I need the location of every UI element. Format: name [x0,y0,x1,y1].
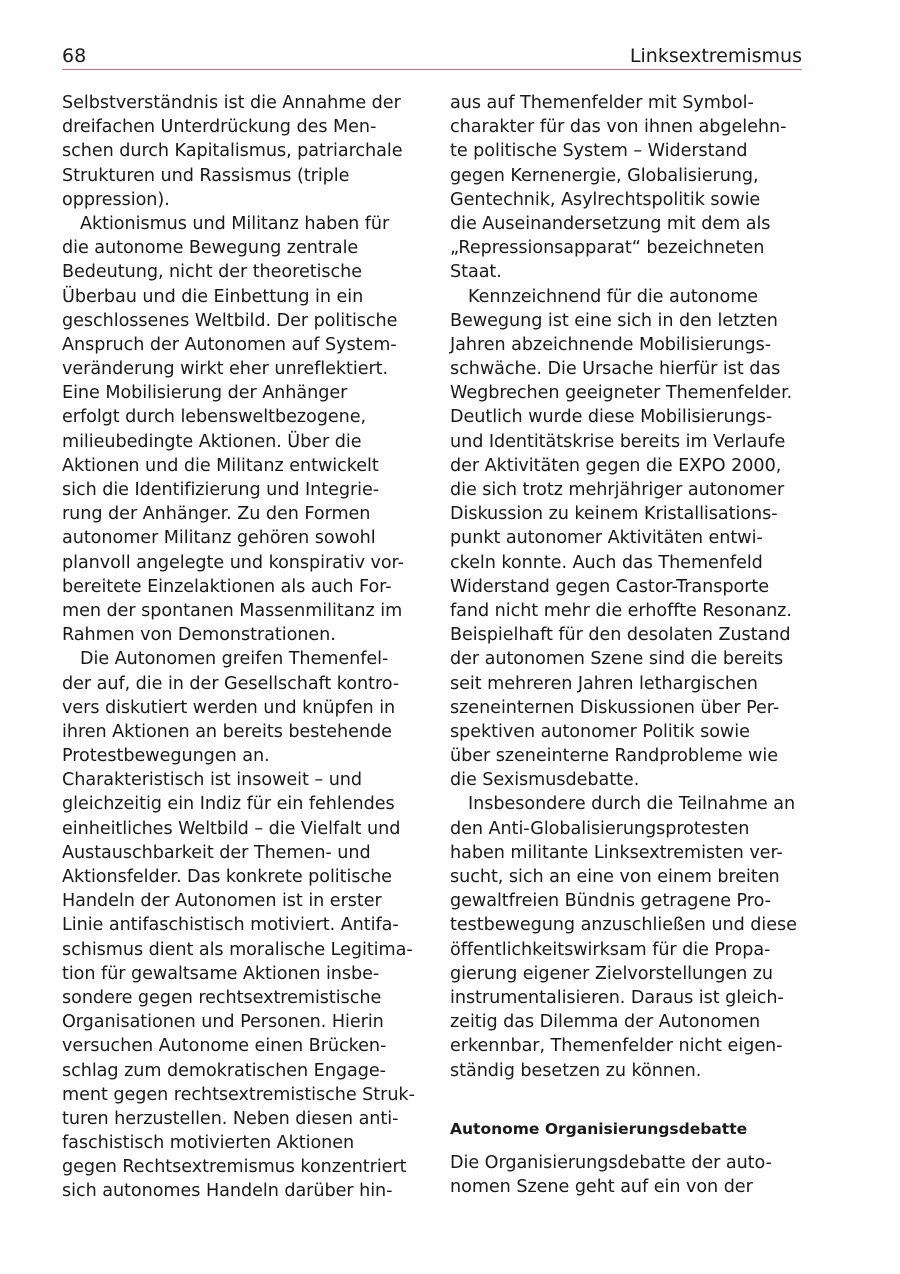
text-line: die Sexismusdebatte. [450,770,640,791]
text-line: erkennbar, Themenfelder nicht eigen- [450,1036,783,1057]
text-line: Organisationen und Personen. Hierin [62,1012,384,1033]
text-line: sich die Identifizierung und Integrie- [62,480,380,500]
text-line: schismus dient als moralische Legitima- [62,939,413,960]
text-line: die sich trotz mehrjähriger autonomer [450,480,785,500]
text-line: „Repressionsapparat“ bezeichneten [450,238,765,259]
text-line: erfolgt durch lebensweltbezogene, [62,407,367,428]
page-header [62,44,802,68]
text-line: Kennzeichnend für die autonome [468,286,759,307]
text-line: öffentlichkeitswirksam für die Propa- [450,939,771,960]
text-line: te politische System – Widerstand [450,141,748,162]
text-line: Aktionen und die Militanz entwickelt [62,455,379,476]
text-line: Widerstand gegen Castor-Transporte [450,576,770,597]
text-line: einheitliches Weltbild – die Vielfalt und [62,818,401,839]
text-line: gewaltfreien Bündnis getragene Pro- [450,891,771,912]
text-line: Gentechnik, Asylrechtspolitik sowie [450,189,761,210]
text-line: Bewegung ist eine sich in den letzten [450,310,778,331]
text-line: Bedeutung, nicht der theoretische [62,262,363,283]
text-line: charakter für das von ihnen abgelehn- [450,117,787,138]
text-line: schwäche. Die Ursache hierfür ist das [450,359,781,380]
text-line: geschlossenes Weltbild. Der politische [62,310,398,331]
text-line: ment gegen rechtsextremistische Struk- [62,1084,415,1105]
text-line: der auf, die in der Gesellschaft kontro- [62,673,400,694]
text-line: rung der Anhänger. Zu den Formen [62,504,371,525]
text-line: szeneinternen Diskussionen über Per- [450,697,780,718]
text-line: die autonome Bewegung zentrale [62,238,359,259]
text-line: milieubedingte Aktionen. Über die [62,431,362,452]
text-line: dreifachen Unterdrückung des Men- [62,117,377,138]
text-line: gierung eigener Zielvorstellungen zu [450,963,774,984]
spacer [450,1141,802,1151]
text-line: der Aktivitäten gegen die EXPO 2000, [450,455,782,476]
text-line: haben militante Linksextremisten ver- [450,842,783,863]
text-line: sucht, sich an eine von einem breiten [450,867,780,887]
text-line: die Auseinandersetzung mit dem als [450,213,771,234]
text-line: Aktionismus und Militanz haben für [80,213,390,234]
text-line: men der spontanen Massenmilitanz im [62,600,403,621]
text-line: faschistisch motivierten Aktionen [62,1133,355,1154]
text-line: gleichzeitig ein Indiz für ein fehlendes [62,794,395,815]
text-line: aus auf Themenfelder mit Symbol- [450,93,754,113]
text-line: schen durch Kapitalismus, patriarchale [62,141,403,162]
text-line: gegen Kernenergie, Globalisierung, [450,165,759,186]
text-line: der autonomen Szene sind die bereits [450,649,784,670]
running-title: Linksextremismus [629,45,802,67]
text-line: Beispielhaft für den desolaten Zustand [450,625,791,646]
text-line: Wegbrechen geeigneter Themenfelder. [450,383,793,404]
text-line: Handeln der Autonomen ist in erster [62,891,382,912]
text-line: Deutlich wurde diese Mobilisierungs- [450,407,773,428]
text-line: Jahren abzeichnende Mobilisierungs- [450,334,772,355]
text-line: Linie antifaschistisch motiviert. Antifa- [62,915,399,936]
text-line: ihren Aktionen an bereits bestehende [62,721,392,742]
text-line: tion für gewaltsame Aktionen insbe- [62,963,380,984]
text-line: schlag zum demokratischen Engage- [62,1060,386,1081]
text-line: Insbesondere durch die Teilnahme an [468,794,796,815]
text-line: gegen Rechtsextremismus konzentriert [62,1157,407,1178]
page-number: 68 [62,45,87,67]
text-line: Überbau und die Einbettung in ein [62,286,364,307]
text-line: Austauschbarkeit der Themen- und [62,842,371,863]
text-line: fand nicht mehr die erhoffte Resonanz. [450,600,792,621]
text-line: turen herzustellen. Neben diesen anti- [62,1108,399,1129]
text-line: veränderung wirkt eher unreflektiert. [62,359,389,380]
text-line: zeitig das Dilemma der Autonomen [450,1012,761,1033]
text-line: sondere gegen rechtsextremistische [62,987,382,1008]
text-line: Charakteristisch ist insoweit – und [62,770,363,791]
text-line: Anspruch der Autonomen auf System- [62,334,397,355]
text-line: oppression). [62,189,170,210]
text-line: Die Autonomen greifen Themenfel- [80,649,389,670]
text-line: bereitete Einzelaktionen als auch For- [62,576,392,597]
text-line: Strukturen und Rassismus (triple [62,165,350,186]
text-line: Die Organisierungsdebatte der auto- [450,1152,772,1173]
text-line: seit mehreren Jahren lethargischen [450,673,758,694]
right-column [450,91,802,1199]
text-line: und Identitätskrise bereits im Verlaufe [450,431,786,452]
text-line: vers diskutiert werden und knüpfen in [62,697,396,718]
text-line: über szeneinterne Randprobleme wie [450,746,778,767]
text-line: Staat. [450,262,502,283]
text-line: sich autonomes Handeln darüber hin- [62,1181,393,1202]
header-rule [62,69,802,70]
text-line: ständig besetzen zu können. [450,1060,702,1081]
text-line: den Anti-Globalisierungsprotesten [450,818,750,839]
text-line: Protestbewegungen an. [62,746,270,767]
text-line: Aktionsfelder. Das konkrete politische [62,867,392,887]
text-line: autonomer Militanz gehören sowohl [62,528,376,549]
text-line: spektiven autonomer Politik sowie [450,721,750,742]
section-heading: Autonome Organisierungsdebatte [450,1119,748,1138]
text-line: Rahmen von Demonstrationen. [62,625,336,646]
text-line: planvoll angelegte und konspirativ vor- [62,552,404,573]
text-line: instrumentalisieren. Daraus ist gleich- [450,987,784,1008]
text-line: Selbstverständnis ist die Annahme der [62,93,401,113]
text-line: ckeln konnte. Auch das Themenfeld [450,552,763,573]
text-line: versuchen Autonome einen Brücken- [62,1036,387,1057]
text-line: nomen Szene geht auf ein von der [450,1177,753,1198]
left-column [62,91,414,1204]
text-line: Diskussion zu keinem Kristallisations- [450,504,778,525]
text-line: testbewegung anzuschließen und diese [450,915,797,936]
text-line: punkt autonomer Aktivitäten entwi- [450,528,763,549]
text-line: Eine Mobilisierung der Anhänger [62,383,348,404]
spacer [450,1083,802,1117]
